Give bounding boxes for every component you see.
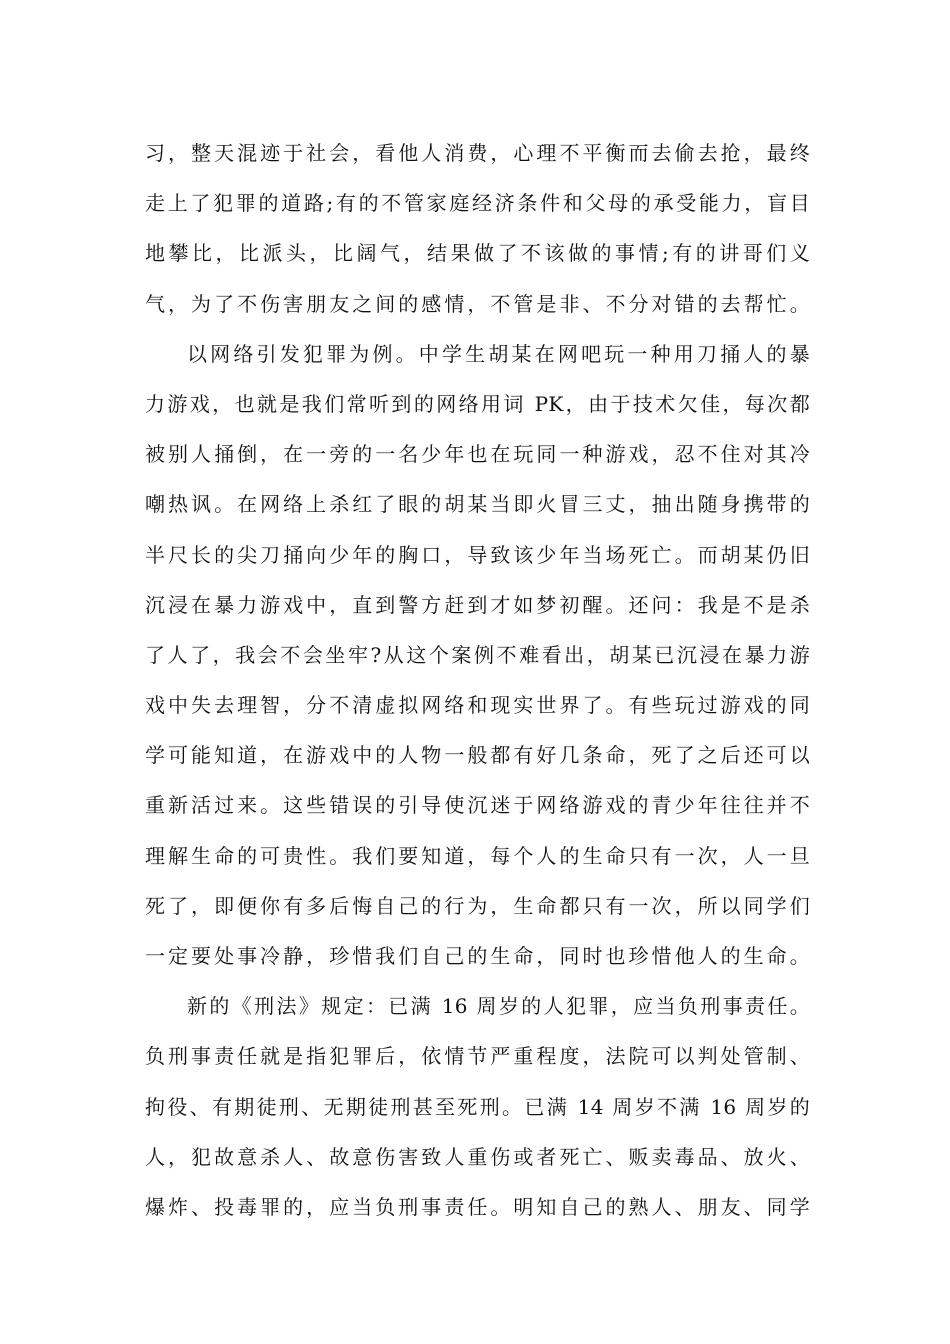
text-line: 爆炸、投毒罪的，应当负刑事责任。明知自己的熟人、朋友、同学 xyxy=(145,1194,810,1219)
text-line: 拘役、有期徒刑、无期徒刑甚至死刑。已满 14 周岁不满 16 周岁的 xyxy=(145,1094,810,1119)
text-line: 了人了，我会不会坐牢?从这个案例不难看出，胡某已沉浸在暴力游 xyxy=(145,642,810,667)
body-text xyxy=(145,128,810,1232)
text-line: 理解生命的可贵性。我们要知道，每个人的生命只有一次，人一旦 xyxy=(145,843,810,868)
text-line: 嘲热讽。在网络上杀红了眼的胡某当即火冒三丈，抽出随身携带的 xyxy=(145,492,810,517)
text-line: 负刑事责任就是指犯罪后，依情节严重程度，法院可以判处管制、 xyxy=(145,1044,810,1069)
text-line: 一定要处事冷静，珍惜我们自己的生命，同时也珍惜他人的生命。 xyxy=(145,944,810,968)
text-line: 气，为了不伤害朋友之间的感情，不管是非、不分对错的去帮忙。 xyxy=(145,291,810,316)
paragraph-first-line: 以网络引发犯罪为例。中学生胡某在网吧玩一种用刀捅人的暴 xyxy=(187,341,810,366)
text-line: 半尺长的尖刀捅向少年的胸口，导致该少年当场死亡。而胡某仍旧 xyxy=(145,542,810,567)
text-line: 走上了犯罪的道路;有的不管家庭经济条件和父母的承受能力，盲目 xyxy=(145,191,810,216)
text-line: 死了，即便你有多后悔自己的行为，生命都只有一次，所以同学们 xyxy=(145,893,810,918)
text-line: 戏中失去理智，分不清虚拟网络和现实世界了。有些玩过游戏的同 xyxy=(145,693,810,718)
text-line: 地攀比，比派头，比阔气，结果做了不该做的事情;有的讲哥们义 xyxy=(145,241,810,266)
text-line: 重新活过来。这些错误的引导使沉迷于网络游戏的青少年往往并不 xyxy=(145,793,810,818)
text-line: 习，整天混迹于社会，看他人消费，心理不平衡而去偷去抢，最终 xyxy=(145,141,810,165)
paragraph-first-line: 新的《刑法》规定：已满 16 周岁的人犯罪，应当负刑事责任。 xyxy=(187,994,810,1019)
text-line: 学可能知道，在游戏中的人物一般都有好几条命，死了之后还可以 xyxy=(145,743,810,768)
text-line: 沉浸在暴力游戏中，直到警方赶到才如梦初醒。还问：我是不是杀 xyxy=(145,592,810,617)
text-line: 被别人捅倒，在一旁的一名少年也在玩同一种游戏，忍不住对其冷 xyxy=(145,442,810,467)
text-line: 力游戏，也就是我们常听到的网络用词 PK，由于技术欠佳，每次都 xyxy=(145,391,810,416)
text-line: 人，犯故意杀人、故意伤害致人重伤或者死亡、贩卖毒品、放火、 xyxy=(145,1144,810,1169)
